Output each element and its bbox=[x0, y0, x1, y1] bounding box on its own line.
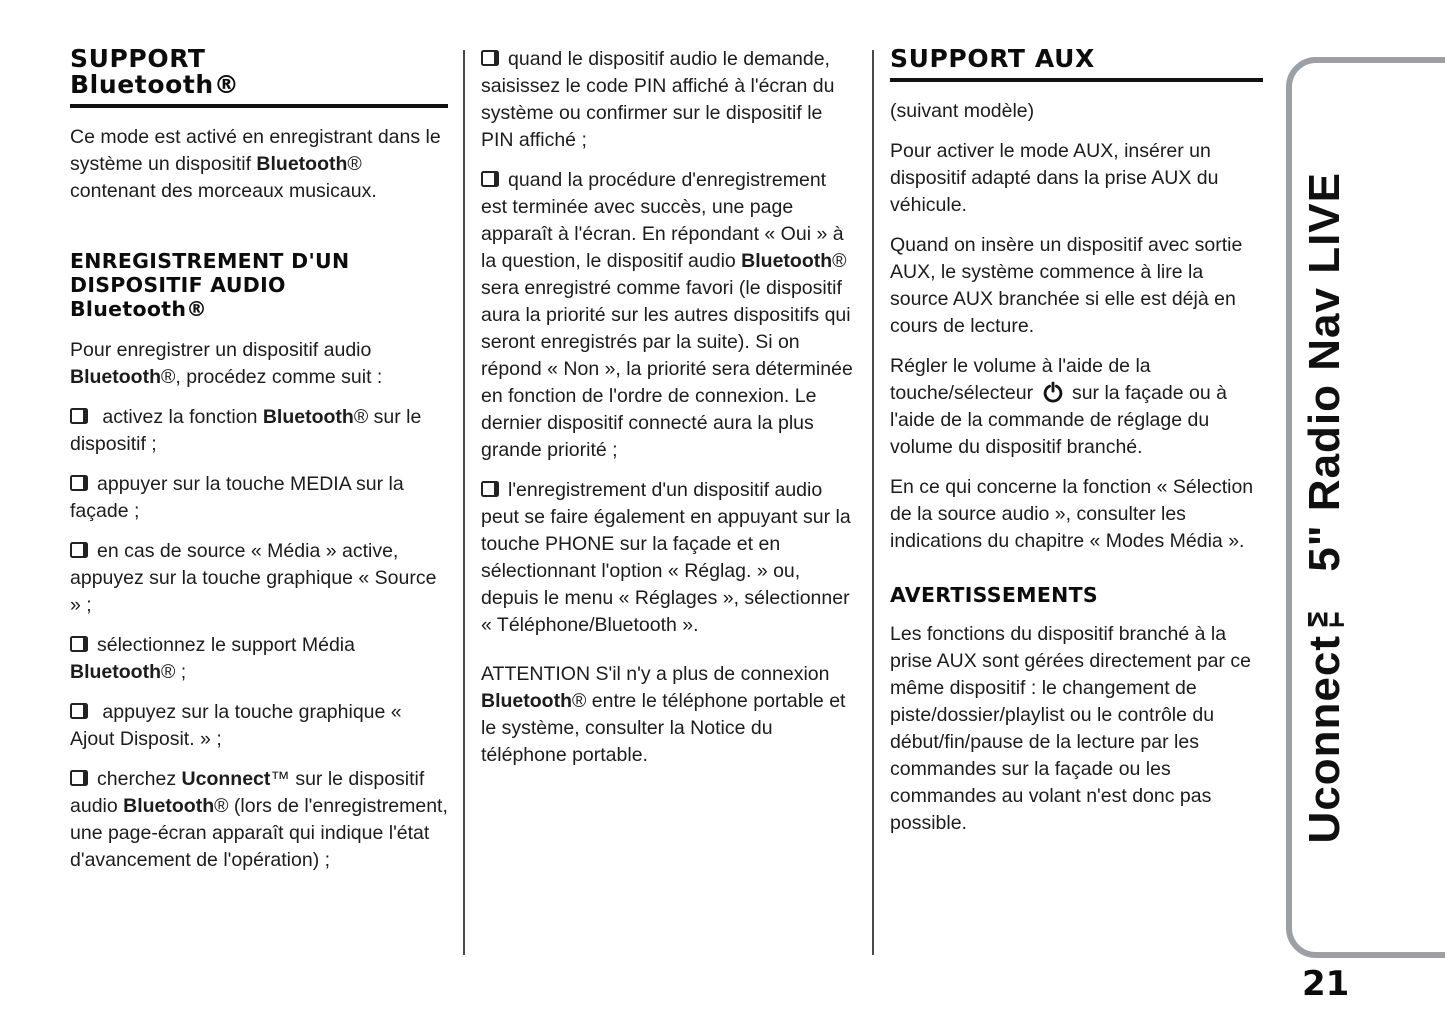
paragraph-procedure-intro: Pour enregistrer un dispositif audio Bluetooth®, procédez comme suit : bbox=[70, 339, 383, 388]
paragraph-aux-activate: Pour activer le mode AUX, insérer un dispositif adapté dans la prise AUX du véhicule. bbox=[890, 140, 1219, 216]
bullet-item bbox=[70, 632, 448, 686]
power-knob-icon bbox=[1042, 381, 1064, 403]
bullet-text: en cas de source « Média » active, appuyez sur la touche graphique « Source » ; bbox=[70, 540, 437, 616]
square-bullet-icon bbox=[70, 542, 88, 558]
paragraph-model-note: (suivant modèle) bbox=[890, 100, 1035, 122]
square-bullet-icon bbox=[481, 50, 499, 66]
bullet-text: cherchez Uconnect™ sur le dispositif audio Bluetooth® (lors de l'enregistrement, une page-écran apparaît qui indique l'état d'avancement de l'opération) ; bbox=[70, 768, 448, 871]
square-bullet-icon bbox=[70, 475, 88, 491]
paragraph-attention: ATTENTION S'il n'y a plus de connexion Bluetooth® entre le téléphone portable et le système, consulter la Notice du téléphone portable. bbox=[481, 663, 846, 766]
bullet-text: appuyez sur la touche graphique « Ajout Disposit. » ; bbox=[70, 701, 402, 750]
square-bullet-icon bbox=[70, 636, 88, 652]
bullet-text: l'enregistrement d'un dispositif audio peut se faire également en appuyant sur la touche PHONE sur la façade et en sélectionnant l'option « Réglag. » ou, depuis le menu « Réglages », sélectionner « Téléphone/Bluetooth ». bbox=[481, 479, 851, 636]
bullet-text: quand la procédure d'enregistrement est terminée avec succès, une page apparaît à l'écran. En répondant « Oui » à la question, le dispositif audio Bluetooth® sera enregistré comme favori (le dispositif aura la priorité sur les autres dispositifs qui seront enregistrés par la suite). Si on répond « Non », la priorité sera déterminée en fonction de l'ordre de connexion. Le dernier dispositif connecté aura la plus grande priorité ; bbox=[481, 169, 853, 461]
subsection-title-enregistrement: ENREGISTREMENT D'UN DISPOSITIF AUDIO Bluetooth® bbox=[70, 249, 350, 321]
bullet-item bbox=[70, 404, 448, 458]
paragraph-bluetooth-intro: Ce mode est activé en enregistrant dans le système un dispositif Bluetooth® contenant des morceaux musicaux. bbox=[70, 126, 441, 202]
section-title-support-bluetooth: SUPPORT Bluetooth® bbox=[70, 46, 448, 108]
square-bullet-icon bbox=[70, 408, 88, 424]
subsection-title-avertissements: AVERTISSEMENTS bbox=[890, 583, 1098, 607]
bullet-item bbox=[481, 46, 857, 154]
section-title-support-aux: SUPPORT AUX bbox=[890, 46, 1263, 82]
square-bullet-icon bbox=[481, 171, 499, 187]
bullet-item bbox=[70, 538, 448, 619]
chapter-thumb-tab bbox=[1286, 57, 1445, 958]
column-bluetooth-support bbox=[70, 46, 448, 887]
column-divider bbox=[463, 50, 465, 955]
square-bullet-icon bbox=[481, 481, 499, 497]
paragraph-warnings: Les fonctions du dispositif branché à la prise AUX sont gérées directement par ce même dispositif : le changement de piste/dossier/playlist ou le contrôle du début/fin/pause de la lecture par les commandes sur la façade ou les commandes au volant n'est donc pas possible. bbox=[890, 623, 1251, 834]
bullet-text: activez la fonction Bluetooth® sur le dispositif ; bbox=[70, 406, 422, 455]
column-bluetooth-procedure bbox=[481, 46, 857, 782]
bullet-text: appuyer sur la touche MEDIA sur la façade ; bbox=[70, 473, 404, 522]
bullet-item bbox=[481, 167, 857, 464]
column-divider bbox=[872, 50, 874, 955]
chapter-tab-label: Uconnect™ 5" Radio Nav LIVE bbox=[1300, 171, 1349, 844]
column-aux-support bbox=[890, 46, 1263, 850]
paragraph-aux-insert: Quand on insère un dispositif avec sortie AUX, le système commence à lire la source AUX branchée si elle est déjà en cours de lecture. bbox=[890, 234, 1243, 337]
page-number: 21 bbox=[1302, 964, 1350, 1004]
paragraph-volume: Régler le volume à l'aide de la touche/sélecteur sur la façade ou à l'aide de la commande de réglage du volume du dispositif branché. bbox=[890, 355, 1227, 458]
bullet-item bbox=[481, 477, 857, 639]
bullet-text: quand le dispositif audio le demande, saisissez le code PIN affiché à l'écran du système ou confirmer sur le dispositif le PIN affiché ; bbox=[481, 48, 835, 151]
square-bullet-icon bbox=[70, 770, 88, 786]
paragraph-source-selection: En ce qui concerne la fonction « Sélection de la source audio », consulter les indications du chapitre « Modes Média ». bbox=[890, 476, 1254, 552]
bullet-item bbox=[70, 471, 448, 525]
bullet-item bbox=[70, 766, 448, 874]
bullet-item bbox=[70, 699, 448, 753]
bullet-text: sélectionnez le support Média Bluetooth® ; bbox=[70, 634, 355, 683]
square-bullet-icon bbox=[70, 703, 88, 719]
